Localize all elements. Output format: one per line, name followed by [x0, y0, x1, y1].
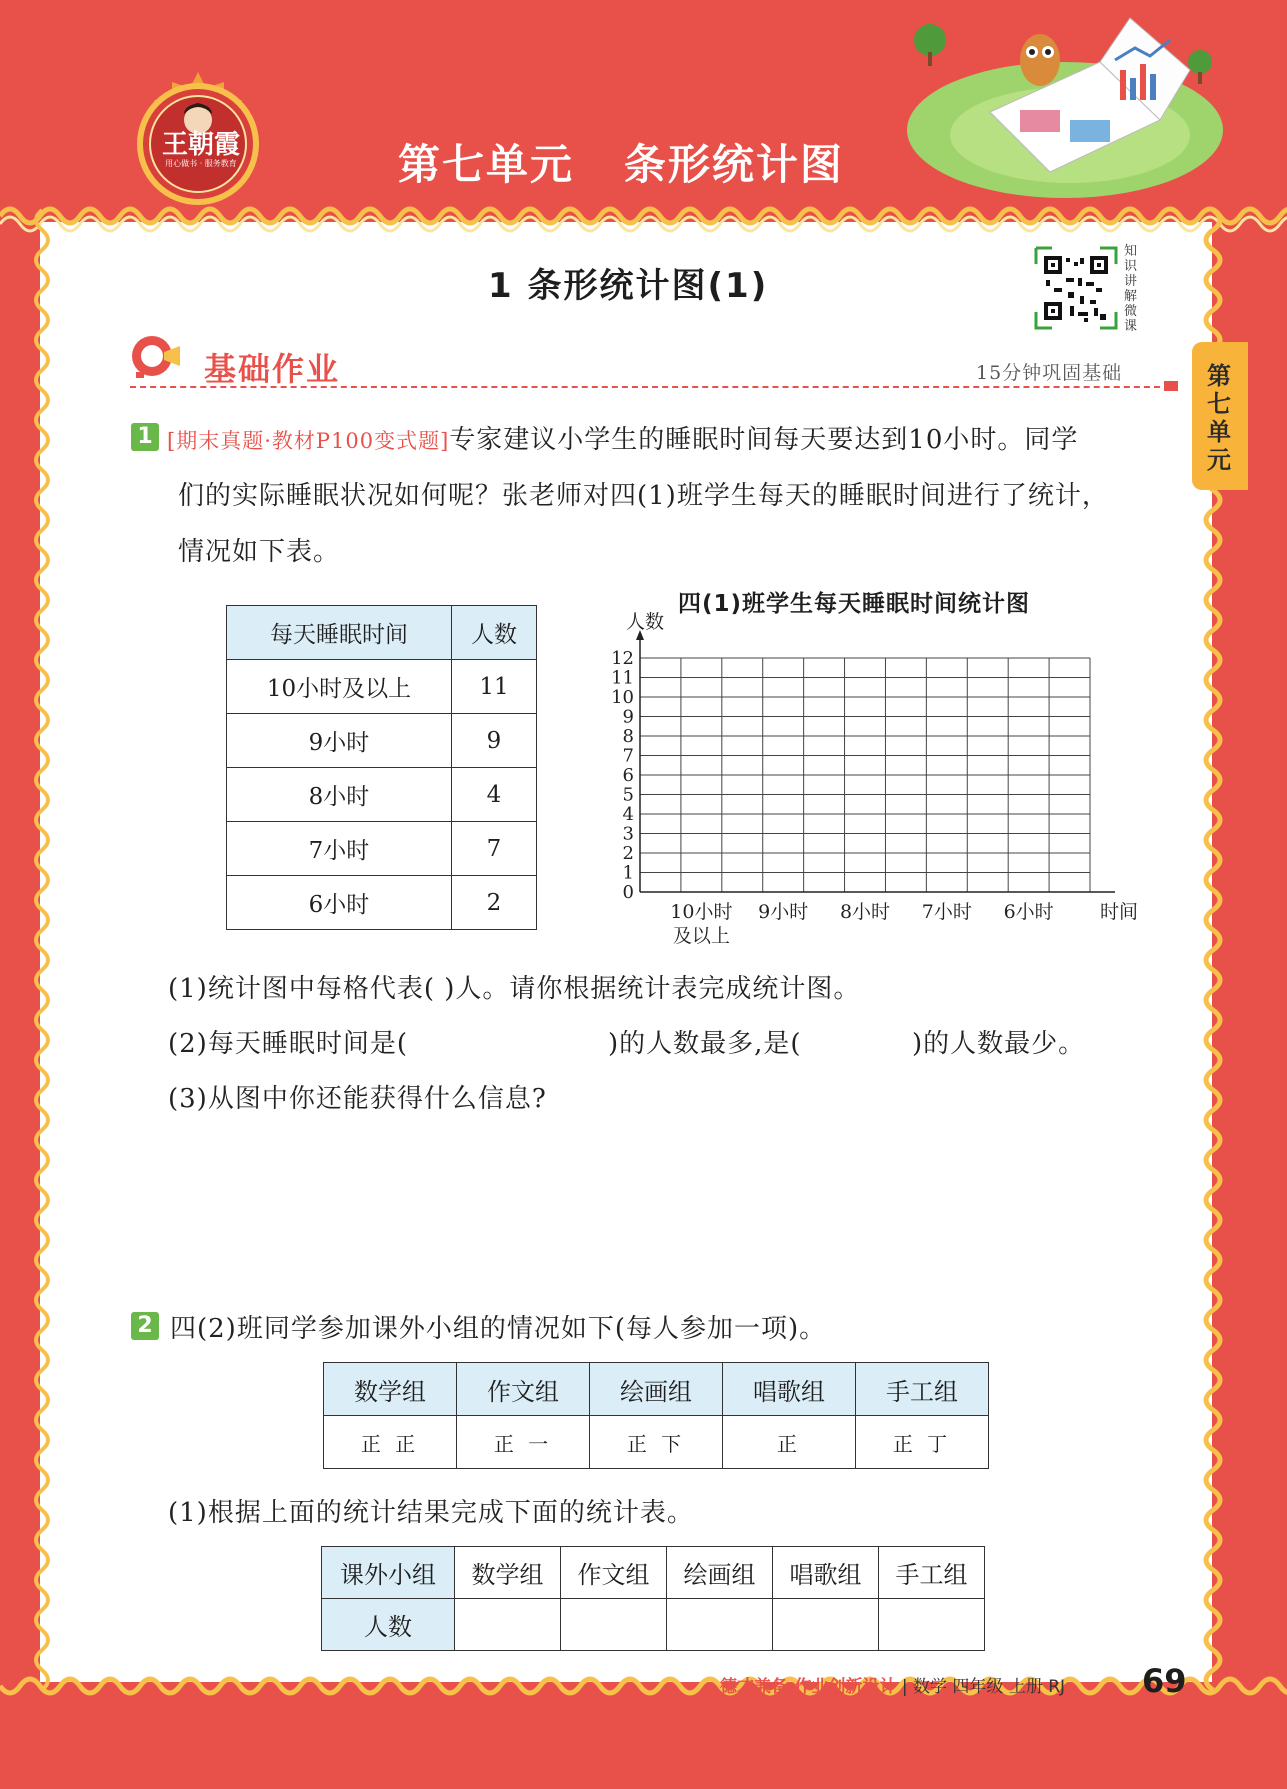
answer-cell[interactable] [561, 1599, 667, 1651]
y-tick-label: 2 [622, 843, 634, 864]
question-1-sub-3: (3)从图中你还能获得什么信息? [168, 1084, 547, 1114]
brand-name: 王朝霞 [161, 130, 240, 160]
qr-code[interactable] [1036, 248, 1116, 328]
question-number-2: 2 [131, 1312, 159, 1340]
table-header-row [227, 606, 537, 660]
table-header-cell: 数学组 [455, 1547, 561, 1599]
answer-cell[interactable] [773, 1599, 879, 1651]
table-cell: 6小时 [227, 876, 452, 930]
tally-row [324, 1416, 989, 1469]
answer-cell[interactable] [667, 1599, 773, 1651]
y-tick-label: 12 [611, 648, 634, 669]
sleep-bar-chart[interactable] [600, 605, 1139, 955]
qr-label: 知识讲解微课 [1124, 244, 1138, 334]
table-header-cell: 作文组 [561, 1547, 667, 1599]
y-tick-label: 3 [622, 823, 634, 845]
x-tick-label: 8小时 [839, 901, 891, 923]
question-1-line-1: [期末真题·教材P100变式题]专家建议小学生的睡眠时间每天要达到10小时。同学 [167, 425, 1079, 455]
row-label: 人数 [322, 1599, 455, 1651]
table-cell: 4 [452, 768, 537, 822]
footer [720, 1672, 1065, 1697]
x-axis-label: 时间 [1100, 901, 1139, 923]
question-1-line-3: 情况如下表。 [178, 537, 341, 567]
wavy-border-bottom [0, 1672, 1287, 1706]
table-row [227, 660, 537, 714]
group-name: 唱歌组 [723, 1363, 856, 1416]
question-2-intro: 四(2)班同学参加课外小组的情况如下(每人参加一项)。 [170, 1314, 827, 1344]
lesson-title: 1 条形统计图(1) [488, 266, 769, 306]
section-divider-end [1164, 381, 1178, 391]
table-row [322, 1599, 985, 1651]
question-1-sub-1: (1)统计图中每格代表( )人。请你根据统计表完成统计图。 [168, 974, 861, 1004]
header-illustration [900, 0, 1230, 215]
y-tick-label: 4 [622, 804, 634, 825]
section-title: 基础作业 [204, 350, 341, 388]
table-header-cell: 唱歌组 [773, 1547, 879, 1599]
table-header-cell: 课外小组 [322, 1547, 455, 1599]
y-tick-label: 0 [622, 882, 634, 903]
table-cell: 2 [452, 876, 537, 930]
section-icon [128, 332, 184, 380]
table-cell: 8小时 [227, 768, 452, 822]
tally-mark: 正 正 [324, 1416, 457, 1469]
footer-meta: | 数学 四年级 上册 RJ [901, 1677, 1066, 1697]
y-tick-label: 11 [611, 667, 634, 689]
tally-mark: 正 丁 [856, 1416, 989, 1469]
question-1-sub-2b: )的人数最多,是( [608, 1029, 802, 1059]
table-header-cell: 绘画组 [667, 1547, 773, 1599]
page-number: 69 [1142, 1662, 1187, 1700]
table-header-cell: 手工组 [879, 1547, 985, 1599]
x-tick-label: 7小时 [921, 901, 972, 923]
question-2-sub-1: (1)根据上面的统计结果完成下面的统计表。 [168, 1498, 694, 1528]
question-1-sub-2a: (2)每天睡眠时间是( [168, 1029, 408, 1059]
sleep-time-table [226, 605, 537, 930]
table-cell: 9小时 [227, 714, 452, 768]
table-header-row [322, 1547, 985, 1599]
table-cell: 10小时及以上 [227, 660, 452, 714]
y-tick-label: 5 [622, 784, 634, 806]
group-name: 数学组 [324, 1363, 457, 1416]
table-header-cell: 人数 [452, 606, 537, 660]
table-row [227, 822, 537, 876]
question-1-line-2: 们的实际睡眠状况如何呢？张老师对四(1)班学生每天的睡眠时间进行了统计， [178, 481, 1109, 511]
y-axis-label: 人数 [626, 611, 665, 633]
tally-mark: 正 下 [590, 1416, 723, 1469]
group-count-table [321, 1546, 985, 1651]
x-tick-label: 9小时 [758, 901, 809, 923]
section-divider [130, 386, 1170, 388]
table-cell: 9 [452, 714, 537, 768]
section-subtitle: 15分钟巩固基础 [976, 362, 1123, 384]
y-tick-label: 8 [622, 726, 634, 747]
table-cell: 7 [452, 822, 537, 876]
y-tick-label: 10 [611, 687, 634, 708]
table-row [227, 876, 537, 930]
y-tick-label: 1 [622, 862, 634, 884]
footer-brand: 德才兼备·作业创新设计 [720, 1677, 897, 1697]
group-name: 作文组 [457, 1363, 590, 1416]
table-cell: 11 [452, 660, 537, 714]
side-tab-label: 第七单元 [1207, 362, 1231, 474]
group-name: 手工组 [856, 1363, 989, 1416]
y-tick-label: 6 [622, 765, 634, 786]
table-header-cell: 每天睡眠时间 [227, 606, 452, 660]
x-tick-label: 10小时 [670, 901, 733, 923]
group-name: 绘画组 [590, 1363, 723, 1416]
tally-header-row [324, 1363, 989, 1416]
answer-cell[interactable] [455, 1599, 561, 1651]
chart-title: 四(1)班学生每天睡眠时间统计图 [678, 591, 1031, 617]
y-tick-label: 7 [622, 745, 634, 767]
unit-title: 第七单元 条形统计图 [398, 140, 844, 189]
wavy-border-left [28, 210, 52, 1690]
x-tick-label: 及以上 [672, 925, 730, 947]
y-tick-label: 9 [622, 706, 634, 728]
question-number-1: 1 [131, 423, 159, 451]
table-row [227, 768, 537, 822]
brand-slogan: 用心做书 · 服务教育 [165, 159, 237, 168]
tally-mark: 正 一 [457, 1416, 590, 1469]
tally-mark: 正 [723, 1416, 856, 1469]
tally-table [323, 1362, 989, 1469]
x-tick-label: 6小时 [1003, 901, 1054, 923]
table-row [227, 714, 537, 768]
answer-cell[interactable] [879, 1599, 985, 1651]
table-cell: 7小时 [227, 822, 452, 876]
question-1-sub-2c: )的人数最少。 [912, 1029, 1086, 1059]
